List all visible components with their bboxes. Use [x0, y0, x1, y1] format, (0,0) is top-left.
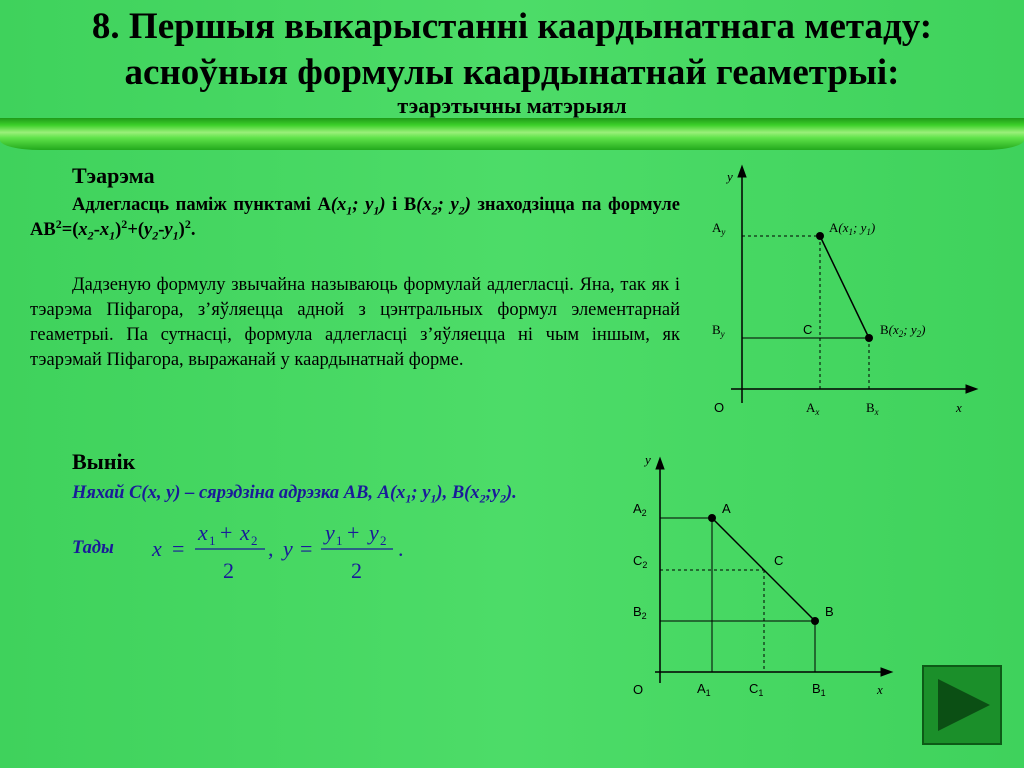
- formula-plus-2: +: [347, 520, 360, 545]
- d1-label-x: x: [956, 400, 962, 415]
- formula-x1: x: [198, 520, 208, 545]
- d2-label-a: A: [722, 501, 731, 516]
- d1-label-c: C: [803, 322, 813, 337]
- d1-label-bx: $B_x$: [866, 400, 879, 417]
- formula-y2-sub: 2: [380, 533, 387, 548]
- theorem-heading: Тэарэма: [72, 163, 155, 188]
- theorem-statement-prefix: Адлегласць паміж пунктамі А: [72, 195, 331, 215]
- corollary-then-label: Тады: [72, 538, 114, 558]
- d2-label-x: x: [877, 682, 883, 697]
- d2-label-c1: $C_1$: [749, 681, 764, 698]
- formula-period: .: [398, 536, 404, 561]
- formula-y2: y: [369, 520, 379, 545]
- title-subtitle: тэарэтычны матэрыял: [397, 93, 627, 118]
- formula-plus-1: +: [220, 520, 233, 545]
- d2-label-b: B: [825, 604, 834, 619]
- d2-label-b1: $B_1$: [812, 681, 826, 698]
- d2-label-b2: $B_2$: [633, 604, 647, 621]
- d2-label-o: O: [633, 682, 644, 697]
- d1-label-o: O: [714, 400, 725, 415]
- d2-label-y: y: [645, 452, 651, 467]
- formula-y1: y: [325, 520, 335, 545]
- formula-y1-sub: 1: [336, 533, 343, 548]
- theorem-formula-prefix: па формуле АВ: [30, 195, 681, 240]
- d1-label-ay: $A_y$: [712, 220, 726, 237]
- d2-label-a1: $A_1$: [697, 681, 711, 698]
- formula-eq-2: =: [300, 536, 313, 561]
- formula-denominator-1: 2: [223, 558, 234, 583]
- d1-label-by: $B_y$: [712, 322, 725, 339]
- formula-eq-1: =: [172, 536, 185, 561]
- formula-x2: x: [240, 520, 250, 545]
- d1-label-a: $A(x_1$; $y_1$): [829, 220, 876, 237]
- formula-x: x: [152, 536, 162, 561]
- d2-x-arrow-icon: [881, 668, 892, 676]
- theorem-paragraph: Дадзеную формулу звычайна называюць формулай адлегласці. Яна, так як і тэарэма Піфагора, з’яўляецца адной з цэнтральных формул элементарнай геаметрыі. Па сутнасці, формула адлегласці з’яўляецца ні чым іншым, як тэарэмай Піфагора, выражанай у каардынатнай форме.: [30, 275, 680, 370]
- d2-label-c2: $C_2$: [633, 553, 648, 570]
- formula-denominator-2: 2: [351, 558, 362, 583]
- d1-label-ax: $A_x$: [806, 400, 820, 417]
- corollary-statement: Няхай С(х, у) – сярэдзіна адрэзка АВ, $А(х_1$; $у_1$), $В(х_2;у_2)$.: [72, 483, 517, 506]
- formula-comma: ,: [268, 536, 274, 561]
- formula-x2-sub: 2: [251, 533, 258, 548]
- d2-point-a: [708, 514, 716, 522]
- next-slide-button[interactable]: [922, 665, 1002, 745]
- title-line-2: асноўныя формулы каардынатнай геаметрыі:: [124, 52, 900, 93]
- formula-y: y: [283, 536, 293, 561]
- formula-x1-sub: 1: [209, 533, 216, 548]
- title-line-1: 8. Першыя выкарыстанні каардынатнага метаду:: [91, 6, 933, 47]
- d2-label-c: C: [774, 553, 784, 568]
- d1-label-y: y: [727, 169, 733, 184]
- play-icon: [924, 667, 1000, 743]
- d1-label-b: $B(x_2$; $y_2$): [880, 322, 926, 339]
- d2-label-a2: $A_2$: [633, 501, 647, 518]
- d2-point-b: [811, 617, 819, 625]
- corollary-heading: Вынік: [72, 449, 136, 474]
- theorem-statement: Адлегласць паміж пунктамі $А(x_1$; $y_1$) і $В(x_2$; $y_2$) знаходзіцца па формуле $АВ^2=(x_2-x_1)^2+(y_2-y_1)^2$.: [30, 195, 681, 243]
- d2-y-arrow-icon: [656, 458, 664, 469]
